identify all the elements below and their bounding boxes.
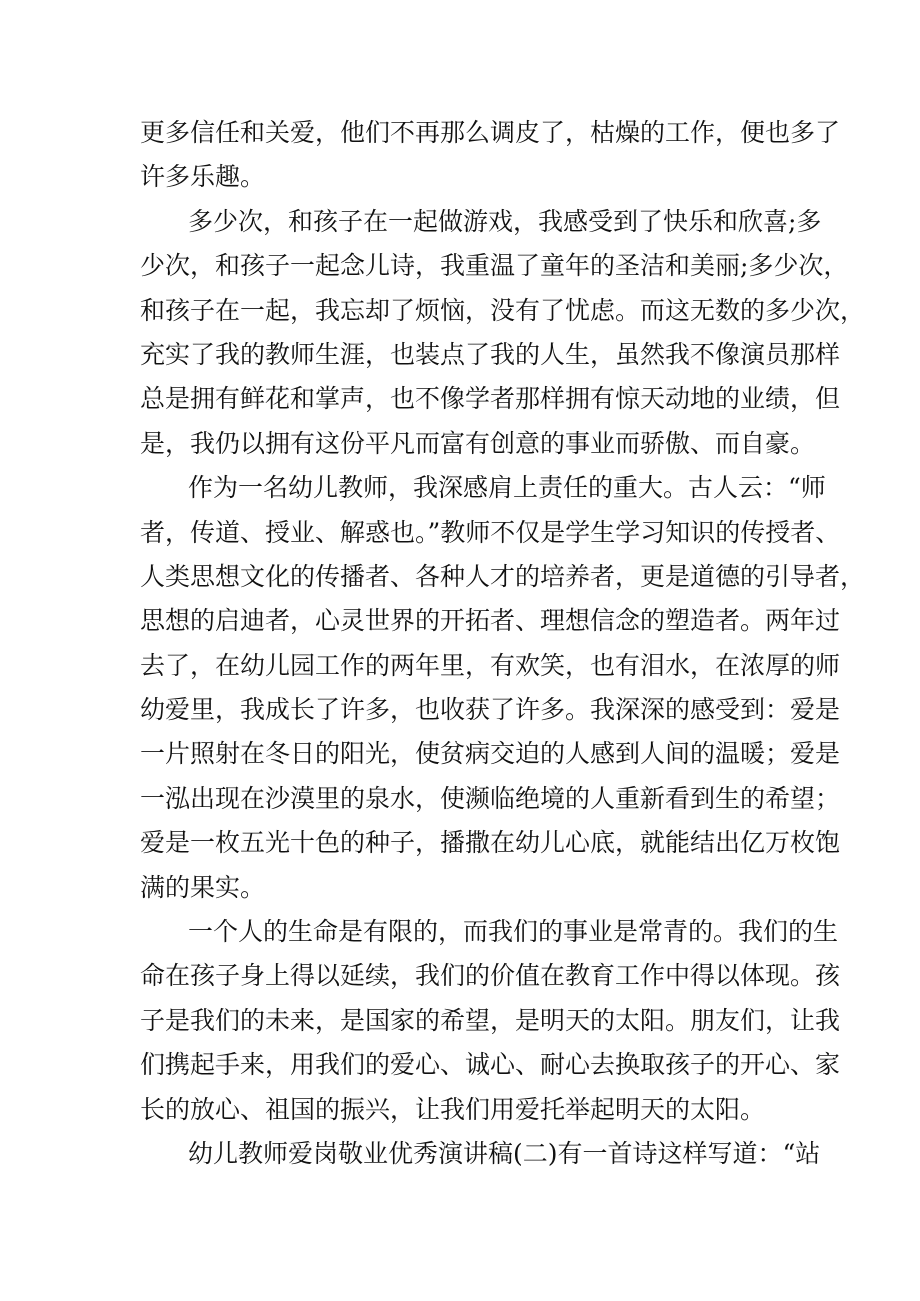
text-line: 去了，在幼儿园工作的两年里，有欢笑，也有泪水，在浓厚的师	[140, 650, 841, 680]
paragraph	[140, 466, 866, 910]
text-line: 长的放心、祖国的振兴，让我们用爱托举起明天的太阳。	[140, 1094, 766, 1124]
text-line: 人类思想文化的传播者、各种人才的培养者，更是道德的引导者，	[140, 561, 866, 591]
text-line: 思想的启迪者，心灵世界的开拓者、理想信念的塑造者。两年过	[140, 606, 841, 636]
paragraph	[140, 111, 841, 200]
text-line: 作为一名幼儿教师，我深感肩上责任的重大。古人云：“师	[188, 473, 826, 503]
text-line: 许多乐趣。	[140, 162, 266, 192]
text-line: 总是拥有鲜花和掌声，也不像学者那样拥有惊天动地的业绩，但	[140, 384, 841, 414]
text-line: 幼儿教师爱岗敬业优秀演讲稿(二)有一首诗这样写道：“站	[188, 1138, 821, 1168]
text-line: 更多信任和关爱，他们不再那么调皮了，枯燥的工作，便也多了	[140, 118, 841, 147]
document-body	[140, 111, 866, 1176]
text-line: 者，传道、授业、解惑也。”教师不仅是学生学习知识的传授者、	[140, 517, 841, 547]
paragraph	[140, 200, 866, 466]
text-line: 一个人的生命是有限的，而我们的事业是常青的。我们的生	[188, 917, 839, 947]
text-line: 是，我仍以拥有这份平凡而富有创意的事业而骄傲、而自豪。	[140, 428, 816, 458]
text-line: 子是我们的未来，是国家的希望，是明天的太阳。朋友们，让我	[140, 1005, 841, 1035]
text-line: 一泓出现在沙漠里的泉水，使濒临绝境的人重新看到生的希望；	[140, 783, 841, 813]
text-line: 满的果实。	[140, 872, 266, 902]
text-line: 幼爱里，我成长了许多，也收获了许多。我深深的感受到：爱是	[140, 695, 841, 725]
text-line: 充实了我的教师生涯，也装点了我的人生，虽然我不像演员那样	[140, 339, 841, 369]
text-line: 爱是一枚五光十色的种子，播撒在幼儿心底，就能结出亿万枚饱	[140, 828, 841, 858]
text-line: 多少次，和孩子在一起做游戏，我感受到了快乐和欣喜;多	[188, 206, 822, 236]
text-line: 一片照射在冬日的阳光，使贫病交迫的人感到人间的温暖；爱是	[140, 739, 841, 769]
text-line: 命在孩子身上得以延续，我们的价值在教育工作中得以体现。孩	[140, 961, 841, 991]
text-line: 和孩子在一起，我忘却了烦恼，没有了忧虑。而这无数的多少次，	[140, 295, 866, 325]
text-line: 少次，和孩子一起念儿诗，我重温了童年的圣洁和美丽;多少次，	[140, 251, 849, 281]
text-line: 们携起手来，用我们的爱心、诚心、耐心去换取孩子的开心、家	[140, 1050, 841, 1080]
paragraph	[140, 910, 841, 1132]
paragraph	[140, 1132, 821, 1176]
